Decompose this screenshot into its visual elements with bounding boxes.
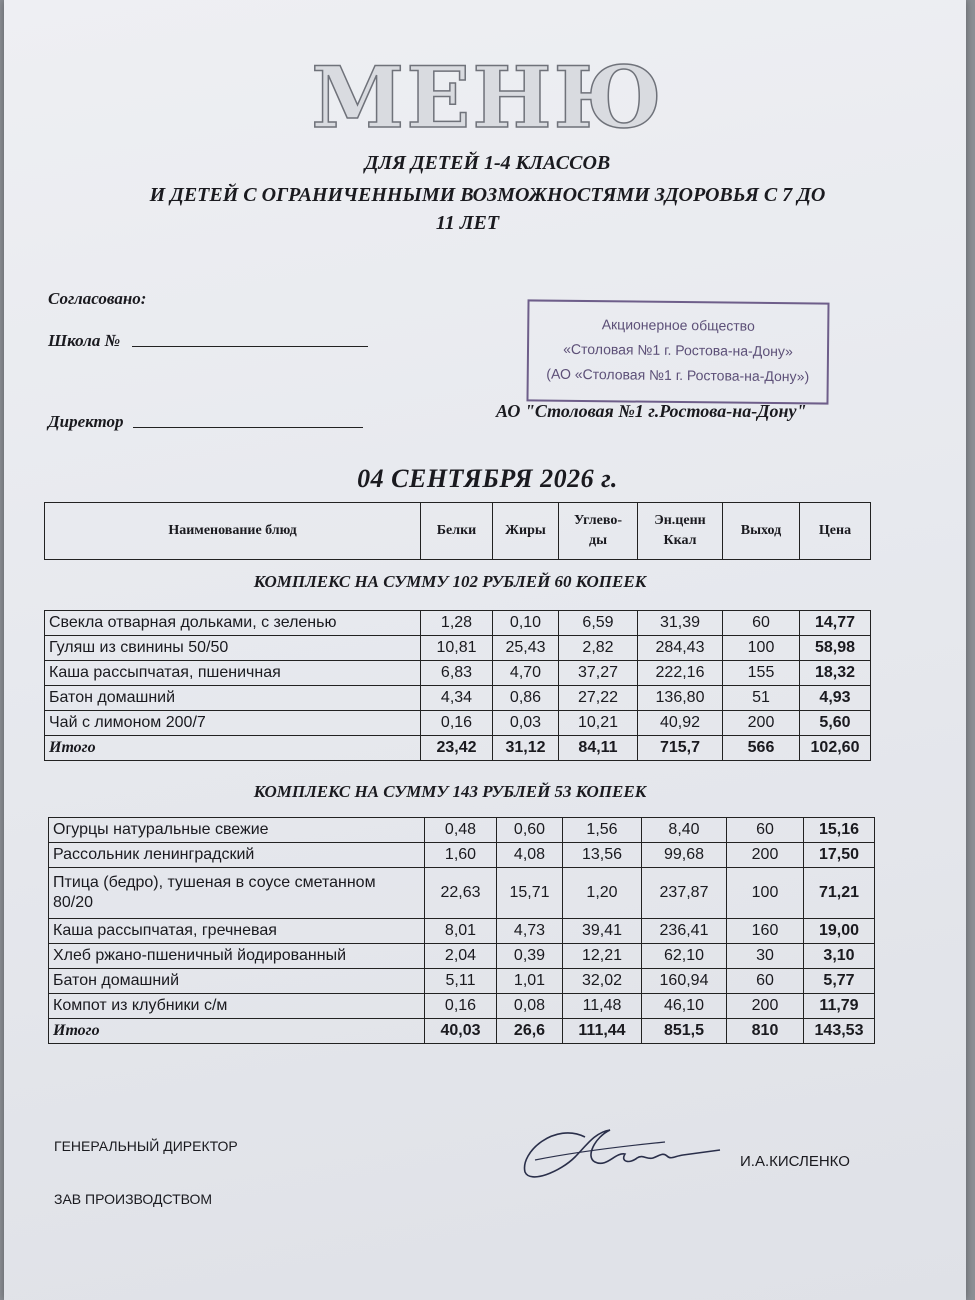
dish-name-cell: Батон домашний <box>49 969 425 994</box>
value-cell: 46,10 <box>642 994 727 1019</box>
value-cell: 200 <box>727 994 804 1019</box>
price-cell: 17,50 <box>804 843 875 868</box>
value-cell: 2,82 <box>559 636 638 661</box>
header-carbs <box>559 503 638 560</box>
table-row <box>45 611 871 636</box>
value-cell: 11,48 <box>563 994 642 1019</box>
signature-image <box>515 1112 725 1187</box>
value-cell: 39,41 <box>563 919 642 944</box>
price-cell: 5,77 <box>804 969 875 994</box>
stamp-line-2: «Столовая №1 г. Ростова-на-Дону» <box>563 340 793 360</box>
complex-1-table <box>44 610 871 761</box>
dish-name-cell: Огурцы натуральные свежие <box>49 818 425 843</box>
value-cell: 4,34 <box>421 686 493 711</box>
subtitle-line-1: ДЛЯ ДЕТЕЙ 1-4 КЛАССОВ <box>364 152 611 174</box>
price-cell: 5,60 <box>800 711 871 736</box>
price-cell: 102,60 <box>800 736 871 761</box>
price-cell: 15,16 <box>804 818 875 843</box>
table-row <box>49 969 875 994</box>
subtitle-line-2: И ДЕТЕЙ С ОГРАНИЧЕННЫМИ ВОЗМОЖНОСТЯМИ ЗДОРОВЬЯ С 7 ДО <box>149 184 826 206</box>
value-cell: 12,21 <box>563 944 642 969</box>
value-cell: 0,60 <box>497 818 563 843</box>
value-cell: 4,08 <box>497 843 563 868</box>
value-cell: 32,02 <box>563 969 642 994</box>
value-cell: 15,71 <box>497 868 563 919</box>
value-cell: 4,73 <box>497 919 563 944</box>
value-cell: 222,16 <box>638 661 723 686</box>
value-cell: 1,28 <box>421 611 493 636</box>
value-cell: 136,80 <box>638 686 723 711</box>
value-cell: 22,63 <box>425 868 497 919</box>
price-cell: 19,00 <box>804 919 875 944</box>
value-cell: 111,44 <box>563 1019 642 1044</box>
value-cell: 1,20 <box>563 868 642 919</box>
table-header <box>44 502 871 560</box>
table-row <box>49 868 875 919</box>
value-cell: 0,48 <box>425 818 497 843</box>
header-energy-1: Эн.ценн <box>654 513 706 528</box>
total-row <box>49 1019 875 1044</box>
value-cell: 715,7 <box>638 736 723 761</box>
school-number-line <box>132 345 368 347</box>
value-cell: 26,6 <box>497 1019 563 1044</box>
value-cell: 40,92 <box>638 711 723 736</box>
table-row <box>45 661 871 686</box>
header-energy <box>638 503 723 560</box>
value-cell: 10,21 <box>559 711 638 736</box>
value-cell: 6,59 <box>559 611 638 636</box>
value-cell: 1,56 <box>563 818 642 843</box>
value-cell: 6,83 <box>421 661 493 686</box>
price-cell: 18,32 <box>800 661 871 686</box>
table-row <box>49 994 875 1019</box>
header-energy-2: Ккал <box>663 533 697 548</box>
value-cell: 5,11 <box>425 969 497 994</box>
director-signature-line <box>133 426 363 428</box>
value-cell: 0,16 <box>421 711 493 736</box>
value-cell: 237,87 <box>642 868 727 919</box>
value-cell: 155 <box>723 661 800 686</box>
director-label: Директор <box>48 412 124 431</box>
price-cell: 143,53 <box>804 1019 875 1044</box>
value-cell: 23,42 <box>421 736 493 761</box>
dish-name-cell: Каша рассыпчатая, гречневая <box>49 919 425 944</box>
value-cell: 40,03 <box>425 1019 497 1044</box>
dish-name-cell: Гуляш из свинины 50/50 <box>45 636 421 661</box>
value-cell: 100 <box>723 636 800 661</box>
dish-name-cell: Хлеб ржано-пшеничный йодированный <box>49 944 425 969</box>
director-name: И.А.КИСЛЕНКО <box>740 1153 850 1170</box>
value-cell: 8,01 <box>425 919 497 944</box>
value-cell: 25,43 <box>493 636 559 661</box>
value-cell: 0,16 <box>425 994 497 1019</box>
value-cell: 566 <box>723 736 800 761</box>
price-cell: 71,21 <box>804 868 875 919</box>
value-cell: 4,70 <box>493 661 559 686</box>
menu-date: 04 СЕНТЯБРЯ 2026 г. <box>357 464 618 493</box>
agreed-label: Согласовано: <box>48 289 147 308</box>
value-cell: 30 <box>727 944 804 969</box>
price-cell: 58,98 <box>800 636 871 661</box>
header-name: Наименование блюд <box>45 503 421 560</box>
value-cell: 31,39 <box>638 611 723 636</box>
header-carbs-1: Углево- <box>574 513 622 528</box>
table-row <box>49 818 875 843</box>
complex-1-title: КОМПЛЕКС НА СУММУ 102 РУБЛЕЙ 60 КОПЕЕК <box>253 572 647 591</box>
value-cell: 13,56 <box>563 843 642 868</box>
general-director-label: ГЕНЕРАЛЬНЫЙ ДИРЕКТОР <box>54 1138 238 1154</box>
price-cell: 11,79 <box>804 994 875 1019</box>
dish-name-cell: Итого <box>49 1019 425 1044</box>
table-row <box>45 711 871 736</box>
value-cell: 1,60 <box>425 843 497 868</box>
total-row <box>45 736 871 761</box>
complex-2-title: КОМПЛЕКС НА СУММУ 143 РУБЛЕЙ 53 КОПЕЕК <box>253 782 647 801</box>
value-cell: 0,08 <box>497 994 563 1019</box>
dish-name-cell: Каша рассыпчатая, пшеничная <box>45 661 421 686</box>
page-title: МЕНЮ <box>311 48 664 147</box>
value-cell: 10,81 <box>421 636 493 661</box>
header-price: Цена <box>800 503 871 560</box>
dish-name-cell: Рассольник ленинградский <box>49 843 425 868</box>
value-cell: 200 <box>723 711 800 736</box>
production-head-label: ЗАВ ПРОИЗВОДСТВОМ <box>54 1191 213 1207</box>
subtitle-line-3: 11 ЛЕТ <box>435 212 500 234</box>
value-cell: 200 <box>727 843 804 868</box>
dish-name-cell: Батон домашний <box>45 686 421 711</box>
table-row <box>49 944 875 969</box>
value-cell: 1,01 <box>497 969 563 994</box>
dish-name-cell: Свекла отварная дольками, с зеленью <box>45 611 421 636</box>
table-row <box>49 919 875 944</box>
price-cell: 4,93 <box>800 686 871 711</box>
complex-2-table <box>48 817 875 1044</box>
table-row <box>45 686 871 711</box>
value-cell: 0,10 <box>493 611 559 636</box>
value-cell: 62,10 <box>642 944 727 969</box>
header-fat: Жиры <box>493 503 559 560</box>
value-cell: 100 <box>727 868 804 919</box>
value-cell: 0,39 <box>497 944 563 969</box>
value-cell: 160,94 <box>642 969 727 994</box>
value-cell: 2,04 <box>425 944 497 969</box>
company-stamp <box>526 299 829 404</box>
value-cell: 27,22 <box>559 686 638 711</box>
value-cell: 84,11 <box>559 736 638 761</box>
value-cell: 851,5 <box>642 1019 727 1044</box>
value-cell: 31,12 <box>493 736 559 761</box>
dish-name-cell: Компот из клубники с/м <box>49 994 425 1019</box>
price-cell: 3,10 <box>804 944 875 969</box>
dish-name-cell: Чай с лимоном 200/7 <box>45 711 421 736</box>
organization-name: АО "Столовая №1 г.Ростова-на-Дону" <box>496 401 807 421</box>
value-cell: 284,43 <box>638 636 723 661</box>
header-carbs-2: ды <box>588 533 607 548</box>
dish-name-cell: Итого <box>45 736 421 761</box>
value-cell: 236,41 <box>642 919 727 944</box>
header-output: Выход <box>723 503 800 560</box>
value-cell: 810 <box>727 1019 804 1044</box>
value-cell: 60 <box>727 969 804 994</box>
school-label: Школа № <box>48 331 121 350</box>
value-cell: 60 <box>723 611 800 636</box>
dish-name-cell: Птица (бедро), тушеная в соусе сметанном 80/20 <box>49 868 425 919</box>
stamp-line-1: Акционерное общество <box>601 316 755 334</box>
value-cell: 0,86 <box>493 686 559 711</box>
value-cell: 37,27 <box>559 661 638 686</box>
value-cell: 0,03 <box>493 711 559 736</box>
value-cell: 99,68 <box>642 843 727 868</box>
table-row <box>45 636 871 661</box>
value-cell: 51 <box>723 686 800 711</box>
value-cell: 160 <box>727 919 804 944</box>
header-protein: Белки <box>421 503 493 560</box>
stamp-line-3: (АО «Столовая №1 г. Ростова-на-Дону») <box>546 365 810 385</box>
value-cell: 8,40 <box>642 818 727 843</box>
table-row <box>49 843 875 868</box>
value-cell: 60 <box>727 818 804 843</box>
price-cell: 14,77 <box>800 611 871 636</box>
